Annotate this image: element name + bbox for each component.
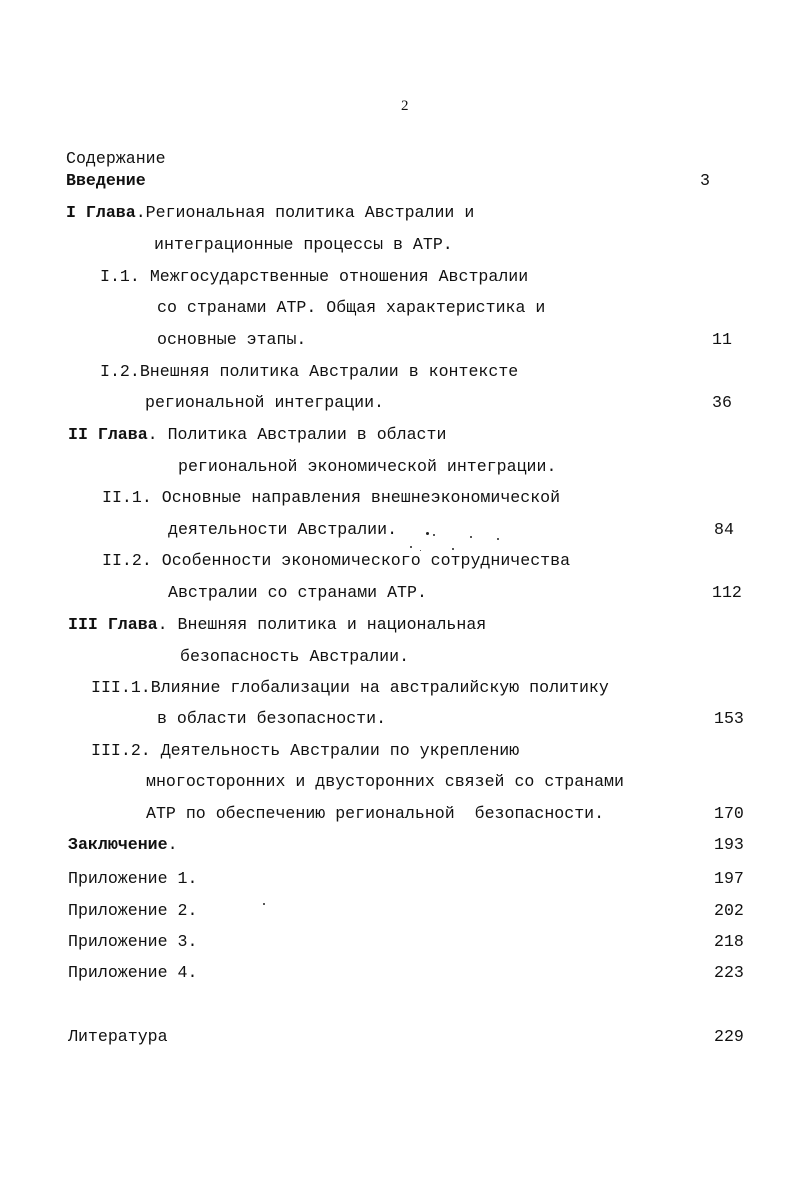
conclusion-suffix: .	[167, 835, 178, 854]
appendix-1-label: Приложение 1.	[68, 869, 198, 888]
section-2-1-number: II.1.	[102, 488, 152, 507]
section-3-1-title-1: Влияние глобализации на австралийскую политику	[150, 678, 609, 697]
section-1-1-number: I.1.	[100, 267, 140, 286]
section-2-1-line-2: деятельности Австралии.	[168, 520, 398, 539]
section-1-2-line-1	[100, 362, 518, 382]
appendix-1-page: 197	[714, 869, 744, 888]
section-3-2-number: III.2.	[91, 741, 151, 760]
toc-chapter-3-heading	[68, 615, 486, 635]
appendix-2-page: 202	[714, 901, 744, 920]
section-2-1-title-1: Основные направления внешнеэкономической	[161, 488, 561, 507]
chapter-2-title-line-2: региональной экономической интеграции.	[178, 457, 557, 476]
chapter-2-label: II Глава	[68, 425, 148, 444]
toc-intro-page: 3	[700, 171, 710, 190]
scan-speck	[433, 534, 435, 536]
scan-speck	[470, 536, 472, 538]
appendix-4-label: Приложение 4.	[68, 963, 198, 982]
conclusion-page: 193	[714, 835, 744, 854]
chapter-3-title-line-1: . Внешняя политика и национальная	[157, 615, 487, 634]
section-1-2-page: 36	[712, 393, 732, 412]
chapter-2-title-line-1: . Политика Австралии в области	[147, 425, 447, 444]
appendix-2-label: Приложение 2.	[68, 901, 198, 920]
section-2-2-line-1	[102, 551, 570, 571]
section-3-1-page: 153	[714, 709, 744, 728]
section-3-1-number: III.1.	[91, 678, 151, 697]
section-1-1-line-2: со странами АТР. Общая характеристика и	[157, 298, 546, 317]
toc-title: Содержание	[66, 149, 166, 168]
section-1-2-number: I.2.	[100, 362, 140, 381]
appendix-4-page: 223	[714, 963, 744, 982]
section-3-1-line-2: в области безопасности.	[157, 709, 387, 728]
section-2-2-title-1: Особенности экономического сотрудничества	[161, 551, 571, 570]
section-3-2-line-3: АТР по обеспечению региональной безопасности.	[146, 804, 605, 823]
scan-speck	[452, 548, 454, 550]
section-1-1-line-1	[100, 267, 528, 287]
toc-chapter-2-heading	[68, 425, 446, 445]
section-1-2-line-2: региональной интеграции.	[145, 393, 384, 412]
appendix-3-label: Приложение 3.	[68, 932, 198, 951]
literature-page: 229	[714, 1027, 744, 1046]
chapter-1-title-line-1: .Региональная политика Австралии и	[135, 203, 475, 222]
section-2-2-line-2: Австралии со странами АТР.	[168, 583, 427, 602]
section-3-2-line-1	[91, 741, 519, 761]
section-3-2-title-1: Деятельность Австралии по укреплению	[160, 741, 520, 760]
literature-label: Литература	[68, 1027, 168, 1046]
section-3-2-line-2: многосторонних и двусторонних связей со странами	[146, 772, 624, 791]
section-1-1-page: 11	[712, 330, 732, 349]
chapter-3-label: III Глава	[68, 615, 158, 634]
appendix-3-page: 218	[714, 932, 744, 951]
toc-intro-label: Введение	[66, 171, 146, 190]
section-2-1-page: 84	[714, 520, 734, 539]
scan-speck	[410, 546, 412, 548]
toc-conclusion	[68, 835, 178, 855]
section-3-1-line-1	[91, 678, 609, 698]
section-2-2-number: II.2.	[102, 551, 152, 570]
scan-speck	[497, 538, 499, 540]
conclusion-label: Заключение	[68, 835, 168, 854]
toc-chapter-1-heading	[66, 203, 474, 223]
scan-speck	[426, 532, 429, 535]
section-1-1-line-3: основные этапы.	[157, 330, 307, 349]
scan-speck	[420, 550, 421, 551]
section-3-2-page: 170	[714, 804, 744, 823]
section-1-1-title-1: Межгосударственные отношения Австралии	[149, 267, 529, 286]
chapter-1-title-line-2: интеграционные процессы в АТР.	[154, 235, 453, 254]
section-2-2-page: 112	[712, 583, 742, 602]
chapter-3-title-line-2: безопасность Австралии.	[180, 647, 410, 666]
chapter-1-label: I Глава	[66, 203, 136, 222]
section-2-1-line-1	[102, 488, 560, 508]
section-1-2-title-1: Внешняя политика Австралии в контексте	[139, 362, 519, 381]
page-number: 2	[401, 98, 409, 114]
scan-speck	[263, 903, 265, 905]
